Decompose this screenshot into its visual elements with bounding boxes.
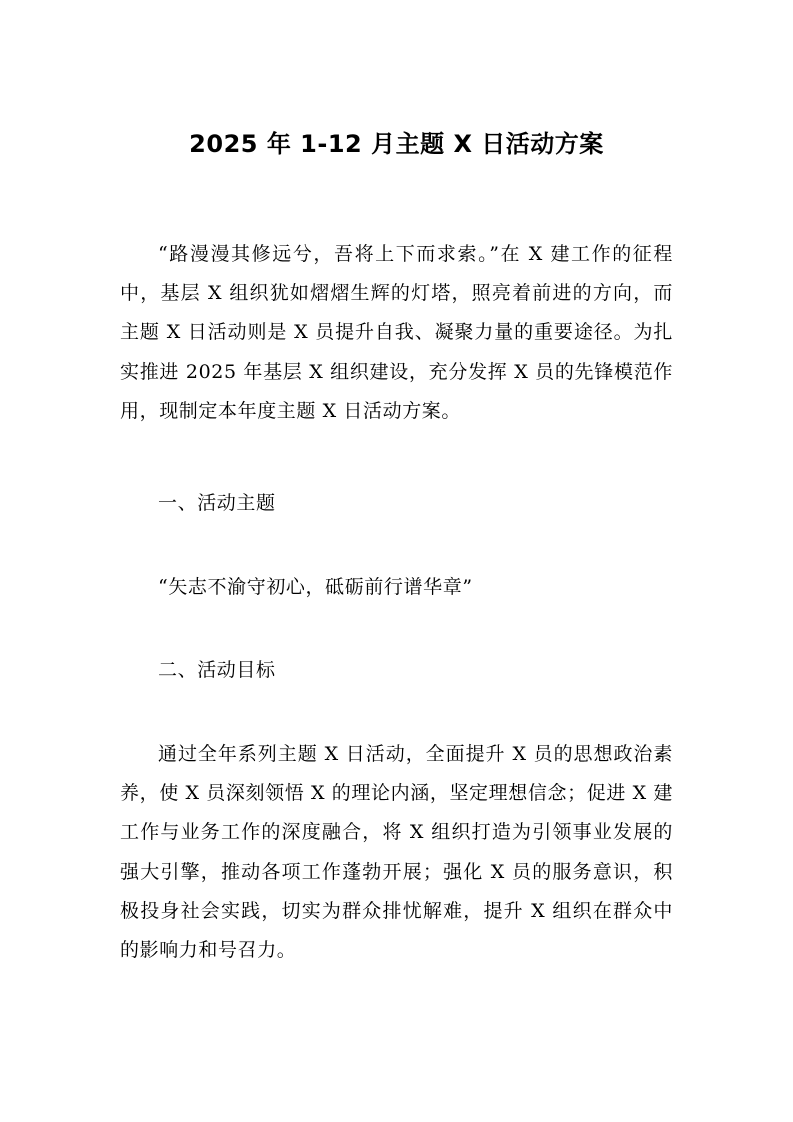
section-body-goals: 通过全年系列主题 X 日活动，全面提升 X 员的思想政治素养，使 X 员深刻领悟 X 的理论内涵，坚定理想信念；促进 X 建工作与业务工作的深度融合，将 X 组织打造为引领事业发展的强大引擎，推动各项工作蓬勃开展；强化 X 员的服务意识，积极投身社会实践，切实为群众排忧解难，提升 X 组织在群众中的影响力和号召力。 (120, 743, 673, 962)
document-title: 2025 年 1-12 月主题 X 日活动方案 (189, 130, 604, 158)
section-heading-goals: 二、活动目标 (158, 659, 276, 681)
section-body-theme: “矢志不渝守初心，砥砺前行谱华章” (158, 576, 473, 598)
section-heading-theme: 一、活动主题 (158, 492, 276, 514)
intro-paragraph: “路漫漫其修远兮，吾将上下而求索。”在 X 建工作的征程中，基层 X 组织犹如熠熠生辉的灯塔，照亮着前进的方向，而主题 X 日活动则是 X 员提升自我、凝聚力量的重要途径。为扎实推进 2025 年基层 X 组织建设，充分发挥 X 员的先锋模范作用，现制定本年度主题 X 日活动方案。 (120, 243, 673, 422)
